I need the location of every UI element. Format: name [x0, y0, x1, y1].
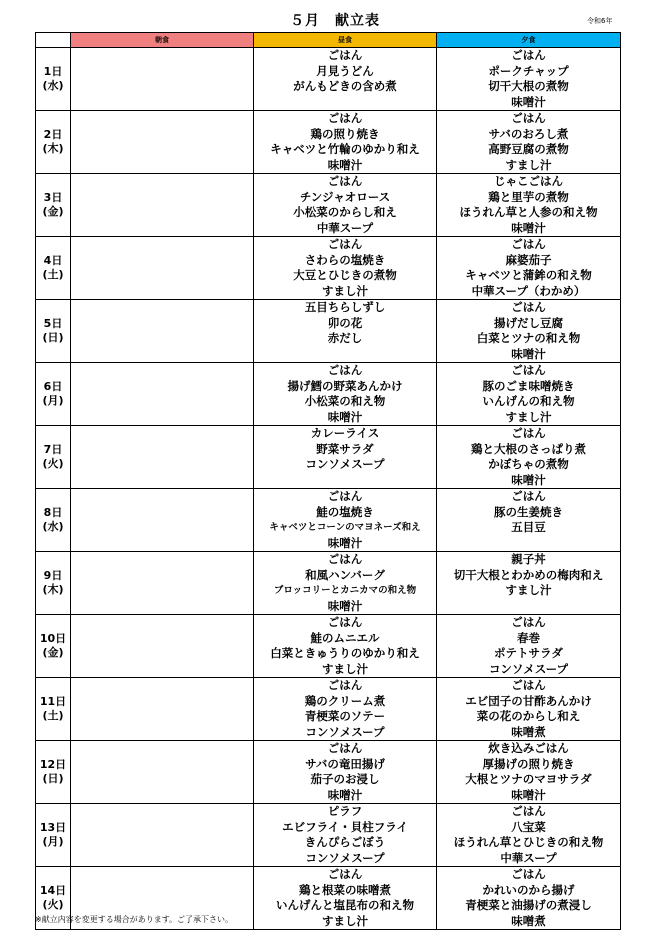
dish-item: ごはん [511, 363, 546, 377]
dish-item: 味噌煮 [511, 724, 546, 739]
breakfast-cell [71, 111, 254, 174]
weekday-label: (火) [42, 457, 64, 470]
day-label: 11日 [39, 695, 67, 708]
date-cell [36, 426, 71, 489]
dish-item: 小松菜の和え物 [304, 394, 386, 408]
date-cell [36, 741, 71, 804]
dish-item: ごはん [511, 678, 546, 692]
lunch-cell [254, 426, 437, 489]
lunch-cell [254, 111, 437, 174]
dish-item: サバのおろし煮 [488, 126, 569, 141]
dish-item: 白菜とツナの和え物 [476, 331, 581, 345]
lunch-cell [254, 300, 437, 363]
dish-item: 鶏と大根のさっぱり煮 [471, 441, 586, 456]
menu-body [36, 48, 621, 930]
dish-item: ピラフ [327, 804, 363, 818]
dish-item: 小松菜のからし和え [293, 205, 397, 219]
era-label: 令和6年 [587, 17, 613, 25]
dish-item: 味噌汁 [327, 598, 363, 613]
dish-item: ごはん [327, 867, 363, 881]
dish-item: ほうれん草と人参の和え物 [459, 205, 598, 219]
dinner-cell [437, 804, 621, 867]
table-row [36, 237, 621, 300]
header-row [36, 33, 621, 48]
header-dinner: 夕食 [437, 33, 621, 48]
dish-item: 鶏と根菜の味噌煮 [299, 882, 391, 897]
dish-item: 和風ハンバーグ [305, 567, 385, 582]
dish-item: さわらの塩焼き [304, 252, 386, 267]
dish-item: ごはん [511, 804, 546, 818]
dish-item: 青梗菜のソテー [304, 709, 386, 723]
dish-item: きんぴらごぼう [304, 835, 386, 849]
table-row [36, 48, 621, 111]
dish-item: 味噌汁 [511, 346, 546, 361]
weekday-label: (木) [42, 583, 64, 596]
dinner-cell [437, 678, 621, 741]
dish-item: 鶏のクリーム煮 [304, 693, 386, 708]
date-cell [36, 174, 71, 237]
dish-item: すまし汁 [505, 583, 552, 597]
dish-item: ごはん [327, 363, 363, 377]
day-label: 6日 [43, 380, 63, 393]
table-row [36, 174, 621, 237]
dish-item: 切干大根とわかめの梅肉和え [453, 567, 604, 582]
dish-item: 大根とツナのマヨサラダ [465, 772, 592, 786]
table-row [36, 678, 621, 741]
weekday-label: (火) [42, 898, 64, 911]
dish-item: サバの竜田揚げ [305, 756, 385, 771]
dish-item: ごはん [511, 867, 546, 881]
dish-item: ごはん [511, 489, 546, 503]
breakfast-cell [71, 804, 254, 867]
dish-item: 味噌汁 [327, 535, 363, 550]
date-cell [36, 300, 71, 363]
date-cell [36, 237, 71, 300]
dish-item: キャベツとコーンのマヨネーズ和え [269, 522, 421, 533]
dish-item: すまし汁 [322, 283, 368, 298]
header-lunch: 昼食 [254, 33, 437, 48]
breakfast-cell [71, 489, 254, 552]
table-row [36, 489, 621, 552]
day-label: 13日 [39, 821, 67, 834]
lunch-cell [254, 678, 437, 741]
dish-item: コンソメスープ [488, 661, 569, 676]
dish-item: 鶏の照り焼き [310, 126, 380, 141]
breakfast-cell [71, 741, 254, 804]
dish-item: コンソメスープ [305, 457, 385, 471]
dish-item: いんげんの和え物 [482, 394, 575, 408]
dish-item: 八宝菜 [511, 819, 546, 834]
weekday-label: (日) [42, 772, 64, 785]
weekday-label: (月) [42, 835, 64, 848]
dish-item: 月見うどん [316, 63, 374, 78]
table-row [36, 426, 621, 489]
dish-item: 豚のごま味噌焼き [482, 378, 575, 393]
dish-item: 大豆とひじきの煮物 [293, 268, 397, 282]
dish-item: じゃこごはん [494, 174, 563, 188]
table-row [36, 300, 621, 363]
dish-item: すまし汁 [505, 409, 552, 424]
dish-item: 五目豆 [511, 520, 546, 534]
dish-item: ポテトサラダ [494, 646, 563, 660]
dish-item: エビ団子の甘酢あんかけ [465, 693, 592, 708]
dinner-cell [437, 615, 621, 678]
dish-item: チンジャオロース [299, 189, 391, 204]
weekday-label: (月) [42, 394, 64, 407]
breakfast-cell [71, 615, 254, 678]
dish-item: すまし汁 [505, 157, 552, 172]
menu-table [35, 32, 621, 930]
day-label: 14日 [39, 884, 67, 897]
dish-item: ごはん [327, 237, 363, 251]
weekday-label: (水) [42, 520, 64, 533]
dish-item: 菜の花のからし和え [476, 709, 581, 723]
date-cell [36, 552, 71, 615]
date-cell [36, 48, 71, 111]
dinner-cell [437, 237, 621, 300]
dish-item: 味噌煮 [511, 913, 546, 928]
dish-item: ごはん [327, 678, 363, 692]
breakfast-cell [71, 426, 254, 489]
dish-item: 青梗菜と油揚げの煮浸し [465, 898, 592, 912]
lunch-cell [254, 552, 437, 615]
dish-item: 豚の生姜焼き [494, 504, 563, 519]
date-cell [36, 615, 71, 678]
dish-item: 赤だし [327, 331, 363, 345]
dish-item: ポークチャップ [488, 63, 569, 78]
dish-item: キャベツと蒲鉾の和え物 [465, 268, 592, 282]
breakfast-cell [71, 552, 254, 615]
dish-item: ごはん [327, 741, 363, 755]
weekday-label: (金) [42, 646, 64, 659]
day-label: 4日 [43, 254, 63, 267]
dish-item: 中華スープ [500, 850, 557, 865]
dish-item: ごはん [327, 489, 363, 503]
date-cell [36, 111, 71, 174]
dinner-cell [437, 174, 621, 237]
table-row [36, 363, 621, 426]
day-label: 10日 [39, 632, 67, 645]
dish-item: ごはん [327, 48, 363, 62]
weekday-label: (土) [42, 709, 64, 722]
lunch-cell [254, 489, 437, 552]
dish-item: 味噌汁 [511, 220, 546, 235]
dish-item: がんもどきの含め煮 [293, 79, 397, 93]
dish-item: ごはん [511, 111, 546, 125]
weekday-label: (金) [42, 205, 64, 218]
dish-item: 味噌汁 [327, 787, 363, 802]
dish-item: ごはん [327, 615, 363, 629]
dish-item: 野菜サラダ [316, 441, 374, 456]
weekday-label: (土) [42, 268, 64, 281]
breakfast-cell [71, 174, 254, 237]
date-cell [36, 678, 71, 741]
dish-item: かぼちゃの煮物 [488, 457, 569, 471]
dish-item: 鮭のムニエル [310, 630, 380, 645]
dish-item: コンソメスープ [305, 850, 385, 865]
dish-item: コンソメスープ [305, 724, 385, 739]
lunch-cell [254, 615, 437, 678]
dish-item: すまし汁 [322, 661, 368, 676]
weekday-label: (水) [42, 79, 64, 92]
dish-item: ごはん [327, 174, 363, 188]
dish-item: 麻婆茄子 [505, 252, 552, 267]
table-row [36, 111, 621, 174]
dish-item: ごはん [511, 426, 546, 440]
dish-item: 中華スープ（わかめ） [471, 283, 586, 298]
dinner-cell [437, 426, 621, 489]
date-cell [36, 363, 71, 426]
dinner-cell [437, 363, 621, 426]
dinner-cell [437, 552, 621, 615]
dish-item: 卯の花 [327, 315, 363, 330]
dinner-cell [437, 489, 621, 552]
day-label: 12日 [39, 758, 67, 771]
day-label: 9日 [43, 569, 63, 582]
dish-item: 厚揚げの照り焼き [482, 756, 575, 771]
breakfast-cell [71, 363, 254, 426]
table-row [36, 741, 621, 804]
dish-item: 味噌汁 [327, 157, 363, 172]
dish-item: かれいのから揚げ [482, 882, 575, 897]
table-row [36, 552, 621, 615]
dish-item: 味噌汁 [327, 409, 363, 424]
header-date [36, 33, 71, 48]
dish-item: ごはん [511, 300, 546, 314]
dish-item: エビフライ・貝柱フライ [282, 819, 408, 834]
dish-item: 鶏と里芋の煮物 [488, 189, 569, 204]
dinner-cell [437, 741, 621, 804]
weekday-label: (日) [42, 331, 64, 344]
day-label: 8日 [43, 506, 63, 519]
lunch-cell [254, 741, 437, 804]
dish-item: 白菜ときゅうりのゆかり和え [270, 646, 420, 660]
dinner-cell [437, 48, 621, 111]
breakfast-cell [71, 237, 254, 300]
dish-item: 鮭の塩焼き [316, 504, 374, 519]
dish-item: 揚げだし豆腐 [494, 315, 563, 330]
dish-item: 揚げ鱈の野菜あんかけ [287, 378, 403, 393]
weekday-label: (木) [42, 142, 64, 155]
lunch-cell [254, 363, 437, 426]
date-cell [36, 804, 71, 867]
dish-item: ほうれん草とひじきの和え物 [453, 835, 604, 849]
dish-item: 春巻 [517, 630, 540, 645]
dish-item: 五目ちらしずし [304, 300, 386, 314]
breakfast-cell [71, 678, 254, 741]
dish-item: 切干大根の煮物 [488, 79, 569, 93]
dish-item: カレーライス [310, 426, 380, 440]
breakfast-cell [71, 300, 254, 363]
table-row [36, 804, 621, 867]
dish-item: 炊き込みごはん [488, 741, 569, 755]
dish-item: ごはん [327, 111, 363, 125]
dinner-cell [437, 300, 621, 363]
dish-item: いんげんと塩昆布の和え物 [276, 898, 414, 912]
day-label: 1日 [43, 65, 63, 78]
dish-item: 親子丼 [511, 552, 546, 566]
header-breakfast: 朝食 [71, 33, 254, 48]
dish-item: ブロッコリーとカニカマの和え物 [273, 585, 417, 596]
dish-item: キャベツと竹輪のゆかり和え [270, 142, 420, 156]
dish-item: すまし汁 [322, 913, 368, 928]
day-label: 5日 [43, 317, 63, 330]
breakfast-cell [71, 48, 254, 111]
dinner-cell [437, 867, 621, 930]
lunch-cell [254, 237, 437, 300]
dish-item: 味噌汁 [511, 94, 546, 109]
lunch-cell [254, 174, 437, 237]
footnote: ※献立内容を変更する場合があります。ご了承下さい。 [35, 915, 234, 924]
lunch-cell [254, 867, 437, 930]
day-label: 3日 [43, 191, 63, 204]
dinner-cell [437, 111, 621, 174]
page-title: ５月 献立表 [290, 13, 380, 29]
dish-item: ごはん [327, 552, 363, 566]
lunch-cell [254, 804, 437, 867]
dish-item: 高野豆腐の煮物 [488, 142, 569, 156]
table-row [36, 615, 621, 678]
dish-item: ごはん [511, 237, 546, 251]
lunch-cell [254, 48, 437, 111]
date-cell [36, 489, 71, 552]
dish-item: 茄子のお浸し [310, 772, 380, 786]
dish-item: 味噌汁 [511, 787, 546, 802]
dish-item: ごはん [511, 615, 546, 629]
dish-item: 中華スープ [316, 220, 374, 235]
day-label: 7日 [43, 443, 63, 456]
dish-item: ごはん [511, 48, 546, 62]
dish-item: 味噌汁 [511, 472, 546, 487]
day-label: 2日 [43, 128, 63, 141]
